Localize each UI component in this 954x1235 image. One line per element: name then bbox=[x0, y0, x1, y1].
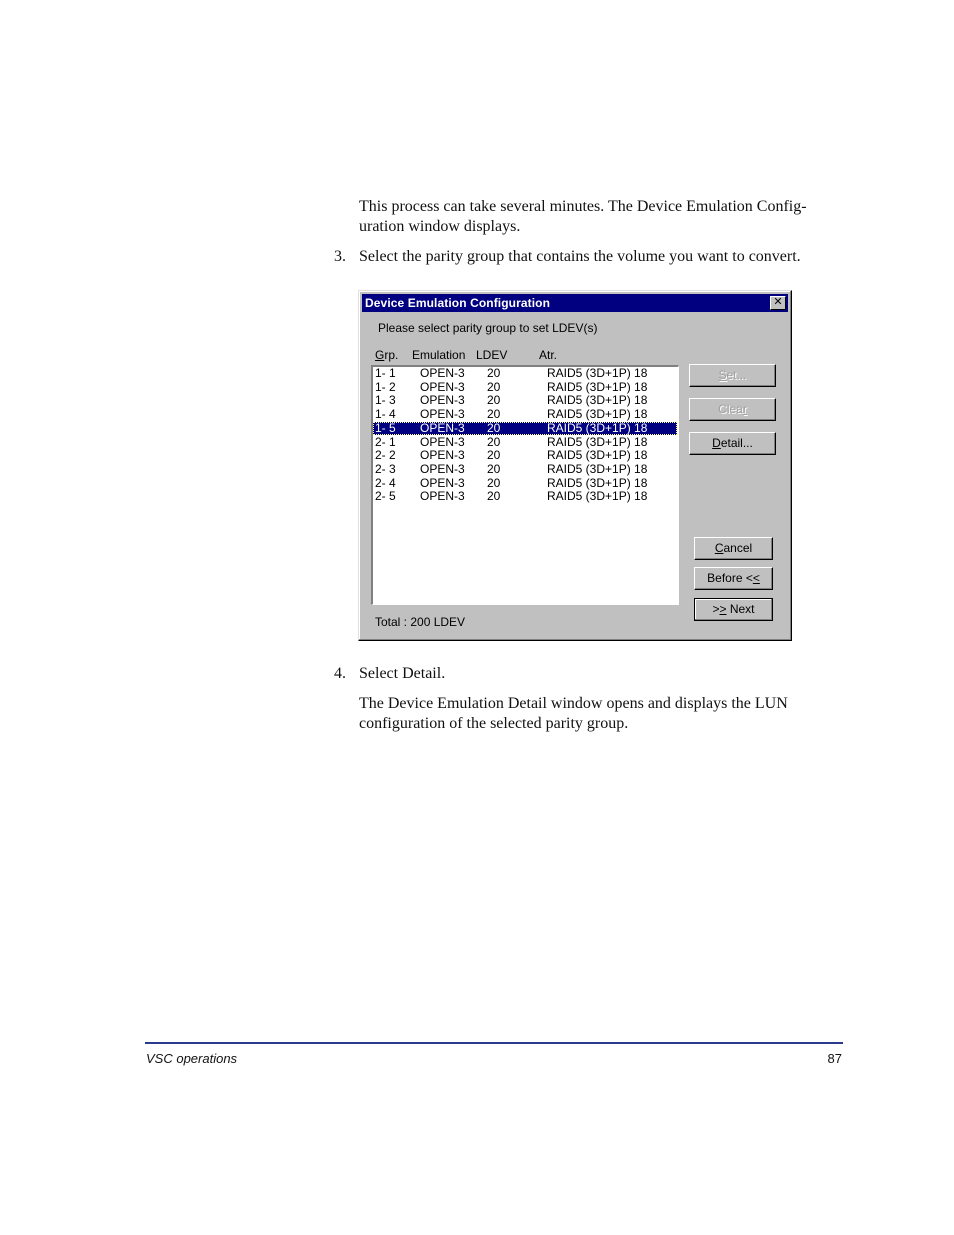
list-item-ldev: 20 bbox=[487, 420, 501, 435]
list-item-emulation: OPEN-3 bbox=[420, 489, 465, 504]
list-item-ldev: 20 bbox=[487, 475, 501, 490]
list-item-ldev: 20 bbox=[487, 393, 501, 408]
footer-section-name: VSC operations bbox=[146, 1051, 238, 1066]
dialog-prompt: Please select parity group to set LDEV(s) bbox=[378, 321, 598, 335]
list-item-ldev: 20 bbox=[487, 489, 501, 504]
intro-line-1: This process can take several minutes. The Device Emulation Config- bbox=[359, 198, 807, 215]
list-item-ldev: 20 bbox=[487, 448, 501, 463]
list-item[interactable] bbox=[373, 490, 677, 504]
close-icon[interactable]: ✕ bbox=[770, 296, 786, 310]
list-item-grp: 2- 5 bbox=[375, 489, 396, 504]
list-item-grp: 2- 3 bbox=[375, 461, 396, 476]
list-item-emulation: OPEN-3 bbox=[420, 434, 465, 449]
list-item-emulation: OPEN-3 bbox=[420, 379, 465, 394]
column-header-grp: Grp. bbox=[375, 348, 399, 362]
list-item-atr: RAID5 (3D+1P) 18 bbox=[547, 407, 648, 422]
step-3-text: Select the parity group that contains the volume you want to convert. bbox=[359, 248, 801, 265]
detail-button[interactable]: Detail... bbox=[689, 432, 776, 455]
list-item[interactable] bbox=[373, 449, 677, 463]
list-item-grp: 1- 4 bbox=[375, 407, 396, 422]
list-item-atr: RAID5 (3D+1P) 18 bbox=[547, 393, 648, 408]
list-item-atr: RAID5 (3D+1P) 18 bbox=[547, 366, 648, 380]
total-ldev-label: Total : 200 LDEV bbox=[375, 615, 466, 629]
device-emulation-configuration-dialog bbox=[358, 290, 792, 641]
list-item-grp: 2- 1 bbox=[375, 434, 396, 449]
list-item[interactable] bbox=[373, 477, 677, 491]
step-3-number: 3. bbox=[334, 248, 346, 265]
list-item-emulation: OPEN-3 bbox=[420, 420, 465, 435]
list-item-grp: 1- 2 bbox=[375, 379, 396, 394]
list-item[interactable] bbox=[373, 381, 677, 395]
clear-button[interactable]: Clear bbox=[689, 398, 776, 421]
list-item[interactable] bbox=[373, 367, 677, 381]
list-item-atr: RAID5 (3D+1P) 18 bbox=[547, 489, 648, 504]
list-item-atr: RAID5 (3D+1P) 18 bbox=[547, 420, 648, 435]
parity-group-listbox[interactable] bbox=[371, 365, 679, 605]
list-item-ldev: 20 bbox=[487, 379, 501, 394]
list-item-emulation: OPEN-3 bbox=[420, 393, 465, 408]
list-item-grp: 2- 4 bbox=[375, 475, 396, 490]
step-4-text: Select Detail. bbox=[359, 665, 446, 682]
detail-line-1: The Device Emulation Detail window opens and displays the LUN bbox=[359, 695, 788, 712]
list-item[interactable] bbox=[373, 394, 677, 408]
list-item-ldev: 20 bbox=[487, 461, 501, 476]
list-item-emulation: OPEN-3 bbox=[420, 461, 465, 476]
list-item-atr: RAID5 (3D+1P) 18 bbox=[547, 461, 648, 476]
list-item-emulation: OPEN-3 bbox=[420, 407, 465, 422]
footer-rule bbox=[145, 1042, 843, 1044]
list-item[interactable] bbox=[373, 422, 677, 436]
step-4-number: 4. bbox=[334, 665, 346, 682]
list-item[interactable] bbox=[373, 463, 677, 477]
dialog-title: Device Emulation Configuration bbox=[365, 296, 551, 310]
list-item-grp: 2- 2 bbox=[375, 448, 396, 463]
cancel-button[interactable]: Cancel bbox=[694, 537, 773, 560]
list-item-emulation: OPEN-3 bbox=[420, 366, 465, 380]
intro-line-2: uration window displays. bbox=[359, 218, 521, 235]
list-item-atr: RAID5 (3D+1P) 18 bbox=[547, 434, 648, 449]
list-item-grp: 1- 5 bbox=[375, 420, 396, 435]
list-item-ldev: 20 bbox=[487, 434, 501, 449]
column-header-ldev: LDEV bbox=[476, 348, 508, 362]
list-item[interactable] bbox=[373, 436, 677, 450]
list-item-ldev: 20 bbox=[487, 407, 501, 422]
list-item-atr: RAID5 (3D+1P) 18 bbox=[547, 475, 648, 490]
before-button[interactable]: Before << bbox=[694, 567, 773, 590]
list-item[interactable] bbox=[373, 408, 677, 422]
column-header-atr: Atr. bbox=[539, 348, 558, 362]
detail-paragraph bbox=[359, 694, 829, 734]
column-header-emulation: Emulation bbox=[412, 348, 466, 362]
detail-line-2: configuration of the selected parity group. bbox=[359, 715, 629, 732]
step-4 bbox=[334, 664, 844, 684]
list-item-emulation: OPEN-3 bbox=[420, 475, 465, 490]
next-button[interactable]: >> Next bbox=[694, 598, 773, 621]
list-item-emulation: OPEN-3 bbox=[420, 448, 465, 463]
list-item-grp: 1- 3 bbox=[375, 393, 396, 408]
list-item-atr: RAID5 (3D+1P) 18 bbox=[547, 448, 648, 463]
list-item-atr: RAID5 (3D+1P) 18 bbox=[547, 379, 648, 394]
dialog-titlebar[interactable] bbox=[362, 294, 788, 312]
set-button[interactable]: Set... bbox=[689, 364, 776, 387]
intro-paragraph bbox=[359, 197, 844, 237]
list-item-grp: 1- 1 bbox=[375, 366, 396, 380]
step-3 bbox=[334, 247, 844, 267]
list-item-ldev: 20 bbox=[487, 366, 501, 380]
footer-page-number: 87 bbox=[827, 1051, 842, 1066]
